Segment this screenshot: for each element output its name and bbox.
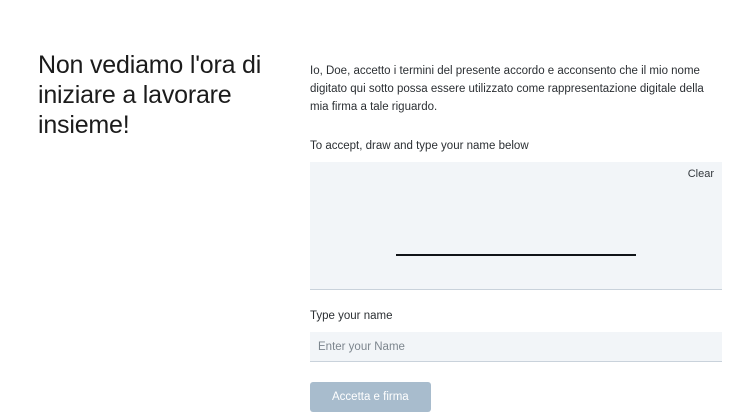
signature-stroke	[396, 254, 636, 256]
clear-signature-button[interactable]: Clear	[687, 168, 714, 180]
headline-column	[38, 42, 268, 410]
signature-canvas[interactable]	[310, 162, 722, 290]
name-field-label: Type your name	[310, 310, 393, 322]
signature-instruction-label: To accept, draw and type your name below	[310, 140, 529, 152]
page-title: Non vediamo l'ora di iniziare a lavorare insieme!	[38, 51, 262, 139]
name-input[interactable]	[310, 332, 722, 362]
signature-form	[268, 42, 722, 410]
accept-and-sign-button[interactable]: Accetta e firma	[310, 382, 431, 412]
agreement-text: Io, Doe, accetto i termini del presente accordo e acconsento che il mio nome digitato qui sotto possa essere utilizzato come rappresentazione digitale della mia firma a tale riguardo.	[310, 65, 704, 113]
